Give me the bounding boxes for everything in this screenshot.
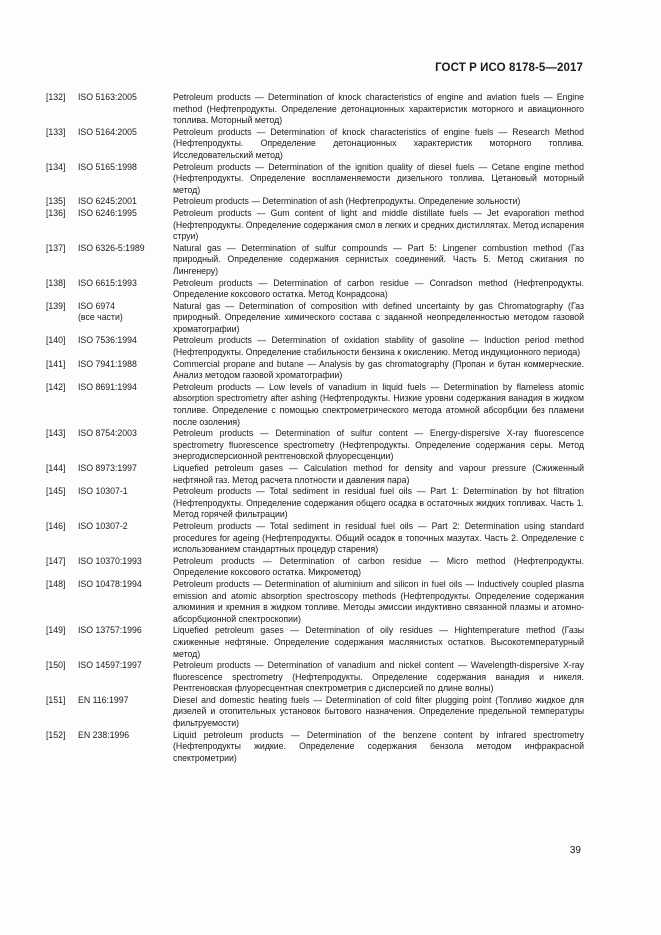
standard-designation [78,695,173,707]
bibliography-entry [46,243,584,278]
standard-designation [78,335,173,347]
standard-code: ISO 10478:1994 [78,578,142,589]
standard-code: ISO 13757:1996 [78,625,142,636]
bibliography-entry [46,625,584,660]
entry-title: Petroleum products — Determination of oxidation stability of gasoline — Induction period method (Нефтепродукты. Определение стабильности бензина к окислению. Метод индукционного периода) [173,335,584,358]
bibliography-entry [46,335,584,358]
standard-designation [78,208,173,220]
bibliography-entry [46,359,584,382]
standard-code: EN 238:1996 [78,729,130,740]
entry-title: Petroleum products — Determination of carbon residue — Conradson method (Нефтепродукты. Определение коксового остатка. Метод Конрадсона) [173,277,584,300]
standard-code: ISO 10307-1 [78,486,128,497]
entry-title: Petroleum products — Low levels of vanadium in liquid fuels — Determination by flameless atomic absorption spectrometry after ashing (Нефтепродукты. Низкие уровни содержания ванадия в жидком топливе. Определение с помощью спектрометрического метода атомной абсорбции без пламени после озоления) [173,381,584,427]
bibliography-entry [46,162,584,197]
bibliography-entry [46,521,584,556]
standard-designation [78,660,173,672]
entry-title: Commercial propane and butane — Analysis by gas chromatography (Пропан и бутан коммерческие. Анализ методом газовой хроматографии) [173,358,584,381]
entry-number: [148] [46,578,66,589]
entry-title: Petroleum products — Determination of knock characteristics of engine and aviation fuels — Engine method (Нефтепродукты. Определение детонационных характеристик моторного и авиационного топлива. Моторный метод) [173,92,584,126]
bibliography-list [46,92,584,764]
entry-title: Petroleum products — Determination of sulfur content — Energy-dispersive X-ray fluorescence spectrometry fluorescence spectrometry (Нефтепродукты. Определение содержания серы. Метод энергодисперсионной рентгеновской флуоресценции) [173,428,584,462]
bibliography-entry [46,463,584,486]
standard-code: ISO 5164:2005 [78,126,137,137]
entry-title: Natural gas — Determination of sulfur compounds — Part 5: Lingener combustion method (Газ природный. Определение содержания сернистых соединений. Часть 5. Метод сжигания по Лингенеру) [173,242,584,276]
bibliography-entry [46,127,584,162]
entry-number: [136] [46,207,66,218]
standard-designation [78,556,173,568]
entry-number: [138] [46,277,66,288]
entry-title: Petroleum products — Determination of ash (Нефтепродукты. Определение зольности) [173,196,521,207]
entry-title: Liquefied petroleum gases — Calculation method for density and vapour pressure (Сжиженный нефтяной газ. Метод расчета плотности и давления пара) [173,463,584,485]
page-number: 39 [569,845,581,856]
entry-title: Liquefied petroleum gases — Determination of oily residues — Hightemperature method (Газы сжиженные нефтяные. Определение содержания маслянистых остатков. Высокотемпературный метод) [173,625,584,659]
standard-designation [78,196,173,208]
standard-code: ISO 6246:1995 [78,207,137,218]
bibliography-entry [46,695,584,730]
entry-number: [139] [46,300,66,311]
standard-designation [78,162,173,174]
entry-number: [135] [46,196,66,207]
entry-title: Petroleum products — Determination of carbon residue — Micro method (Нефтепродукты. Определение коксового остатка. Микрометод) [173,555,584,578]
standard-designation [78,278,173,290]
entry-title: Petroleum products — Determination of the ignition quality of diesel fuels — Cetane engine method (Нефтепродукты. Определение воспламеняемости дизельного топлива. Цетановый моторный метод) [173,161,584,195]
entry-title: Liquid petroleum products — Determination of the benzene content by infrared spectrometry (Нефтепродукты жидкие. Определение содержания бензола методом инфракрасной спектрометрии) [173,729,584,763]
standard-parts-note: (все части) [78,312,123,323]
entry-number: [142] [46,381,66,392]
standard-code: ISO 14597:1997 [78,660,142,671]
standard-designation [78,92,173,104]
bibliography-entry [46,92,584,127]
bibliography-entry [46,382,584,428]
entry-title: Diesel and domestic heating fuels — Determination of cold filter plugging point (Топливо жидкое для дизелей и отопительных установок бытового назначения. Определение предельной температуры фильтруемости) [173,694,584,729]
entry-title: Petroleum products — Total sediment in residual fuel oils — Part 1: Determination by hot filtration (Нефтепродукты. Определение содержания общего осадка в остаточных жидких топливах. Часть 1. Метод горячей фильтрации) [173,486,584,520]
document-header: ГОСТ Р ИСО 8178-5—2017 [435,62,583,74]
standard-code: ISO 10307-2 [78,520,128,531]
standard-code: ISO 5165:1998 [78,161,137,172]
bibliography-entry [46,660,584,695]
standard-code: ISO 6974 [78,300,115,311]
standard-designation [78,428,173,440]
entry-title: Petroleum products — Total sediment in residual fuel oils — Part 2: Determination using standard procedures for ageing (Нефтепродукты. Общий осадок в топочных мазутах. Часть 2. Определение с использованием стандартных процедур старения) [173,520,584,555]
standard-code: ISO 8973:1997 [78,463,137,473]
entry-number: [137] [46,242,66,253]
standard-code: ISO 6245:2001 [78,196,137,207]
standard-code: ISO 5163:2005 [78,92,137,102]
standard-code: ISO 6615:1993 [78,277,137,288]
bibliography-entry [46,196,584,208]
entry-number: [132] [46,92,66,102]
standard-code: ISO 7941:1988 [78,358,137,369]
bibliography-entry [46,208,584,243]
standard-designation [78,625,173,637]
entry-number: [141] [46,358,66,369]
entry-number: [140] [46,335,66,346]
entry-number: [143] [46,428,66,439]
standard-designation [78,463,173,475]
entry-title: Natural gas — Determination of composition with defined uncertainty by gas Chromatography (Газ природный. Определение химического состава с заданной неопределенностью методом газовой хроматографии) [173,300,584,334]
standard-designation [78,243,173,255]
bibliography-entry [46,579,584,625]
standard-code: EN 116:1997 [78,694,129,705]
standard-designation [78,127,173,139]
entry-number: [146] [46,520,66,531]
standard-code: ISO 6326-5:1989 [78,242,145,253]
standard-code: ISO 10370:1993 [78,555,142,566]
entry-number: [134] [46,161,66,172]
entry-number: [133] [46,126,66,137]
standard-designation [78,486,173,498]
standard-designation [78,301,173,324]
standard-designation [78,521,173,533]
standard-designation [78,382,173,394]
entry-title: Petroleum products — Gum content of light and middle distillate fuels — Jet evaporation method (Нефтепродукты. Определение содержания смол в легких и средних дистиллятах. Метод испарения струи) [173,207,584,242]
entry-number: [152] [46,729,66,740]
entry-number: [144] [46,463,66,473]
bibliography-entry [46,301,584,336]
bibliography-entry [46,556,584,579]
standard-code: ISO 8691:1994 [78,381,137,392]
standard-code: ISO 8754:2003 [78,428,137,439]
entry-number: [151] [46,694,66,705]
entry-number: [145] [46,486,66,497]
bibliography-entry [46,278,584,301]
entry-title: Petroleum products — Determination of vanadium and nickel content — Wavelength-dispersive X-ray fluorescence spectrometry (Нефтепродукты. Определение содержания ванадия и никеля. Рентгеновская флуоресцентная спектрометрия с дисперсией по длине волны) [173,660,584,694]
standard-code: ISO 7536:1994 [78,335,137,346]
entry-title: Petroleum products — Determination of knock characteristics of engine fuels — Research Method (Нефтепродукты. Определение детонационных характеристик моторного топлива. Исследовательский метод) [173,126,584,160]
standard-designation [78,579,173,591]
bibliography-entry [46,428,584,463]
entry-number: [149] [46,625,66,636]
bibliography-entry [46,730,584,765]
standard-designation [78,730,173,742]
standard-designation [78,359,173,371]
entry-number: [147] [46,555,66,566]
bibliography-entry [46,486,584,521]
entry-title: Petroleum products — Determination of aluminium and silicon in fuel oils — Inductively coupled plasma emission and atomic absorption spectroscopy methods (Нефтепродукты. Определение содержания алюминия и кремния в жидком топливе. Методы эмиссии индуктивно связанной плазмы и атомно-абсорбционной спектроскопии) [173,578,584,624]
entry-number: [150] [46,660,66,671]
